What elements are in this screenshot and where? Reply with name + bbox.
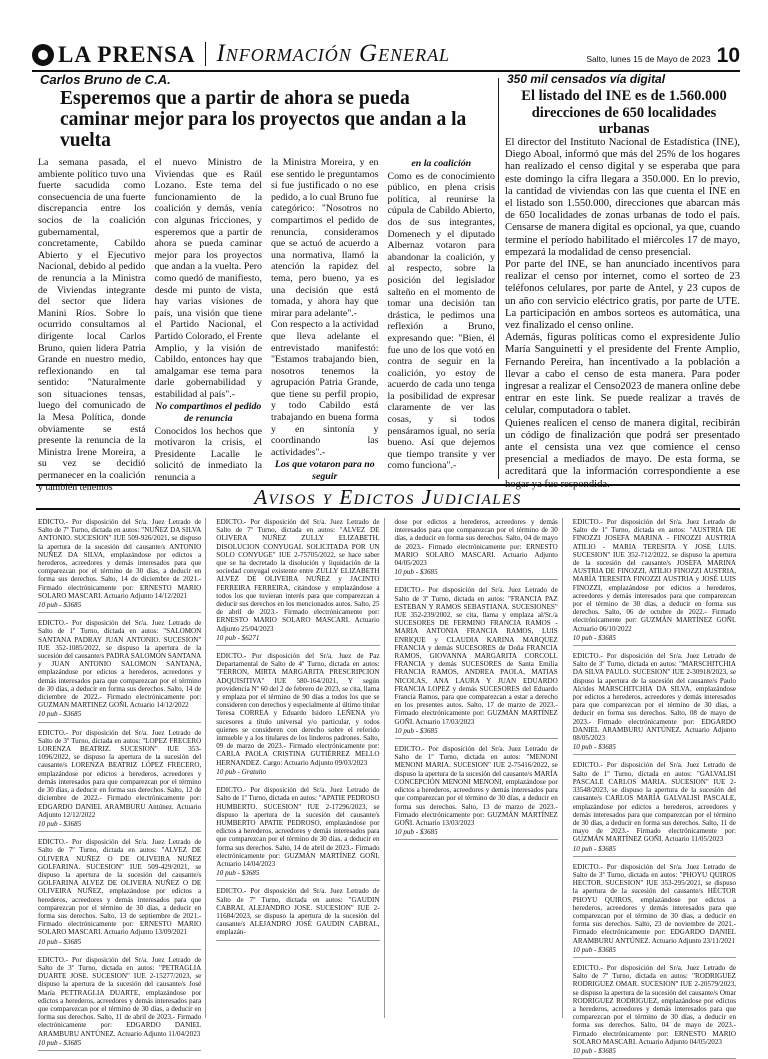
legal-notice-price: 10 pub - Gratuito <box>216 767 267 776</box>
story-column-3 <box>271 157 379 483</box>
masthead-divider <box>205 42 206 66</box>
masthead-right <box>586 44 740 68</box>
story-subhead: en la coalición <box>411 158 472 169</box>
legal-notice <box>216 887 379 940</box>
edictos-columns <box>38 518 740 1055</box>
story-paragraph: El director del Instituto Nacional de Estadística (INE), Diego Aboal, informó que más del 25% de los hogares han realizado el censo digital y se esperaba que para este domingo la cifra llegara a 350.000. En lo previo, la cantidad de viviendas con las que cuenta el INE en el listado son 1.550.000, direcciones que abarcan más de 650 localidades de zonas urbanas de todo el país. Censarse de manera digital es opcional, ya que, cuando termine el período habilitado el miércoles 17 de mayo, empezará la modalidad de censo presencial. <box>505 137 740 258</box>
legal-notice-price: 10 pub - $3685 <box>38 710 82 719</box>
left-story-headline: Esperemos que a partir de ahora se pueda caminar mejor para los proyectos que andan a la vuelta <box>60 88 467 151</box>
story-paragraph: Quienes realicen el censo de manera digital, recibirán un código de finalización que podrá ser presentado ante el censista una vez que comience el censo presencial a mediados de mayo. De esta forma, se acreditará que la información correspondiente a ese hogar ya fue respondida. <box>505 417 740 490</box>
legal-notice <box>216 518 379 646</box>
logo-circle-icon <box>32 44 54 66</box>
legal-notice <box>573 863 736 958</box>
legal-notice-text: EDICTO.- Por disposición del Sr/a. Juez Letrado de Salto de 1º Turno, dictada en autos: "MENONI MENONI MARIA. SUCESION" IUE 2-75416/2022, se dispuso la apertura de la sucesión del causante/s MARÍA CONCEPCIÓN MENONI MENONI, emplazándose por edictos a herederos, acreedores y demás interesados para que comparezcan por el término de 30 días, a deducir en forma sus derechos. Salto, 13 de marzo de 2023.- Firmado electrónicamente por: GUZMÁN MARTÍNEZ GOÑI. Actuario 13/03/2023 <box>394 745 558 827</box>
masthead <box>32 38 740 68</box>
edictos-section-header <box>36 484 740 510</box>
legal-notice-price: 10 pub - $3685 <box>394 568 438 577</box>
legal-notice-price: 10 pub - $3685 <box>572 1046 616 1055</box>
legal-notice-price: 10 pub - $6271 <box>216 633 260 642</box>
edictos-column <box>395 518 563 1018</box>
story-paragraph: Conocidos los hechos que motivaron la crisis, el Presidente Lacalle le solicitó de inmediato la renuncia a <box>154 425 262 484</box>
legal-notice-price: 10 pub - $3685 <box>572 844 616 853</box>
legal-notice-price: 10 pub - $3685 <box>572 633 616 642</box>
legal-notice-price: 10 pub - $3685 <box>572 945 616 954</box>
legal-notice-text: EDICTO.- Por disposición del Sr/a. Juez Letrado de Salto de 3º Turno, dictada en autos: "MARSCHITCHIA DA SILVA PAULO. SUCESION" IUE 2-30918/2023, se dispuso la apertura de la sucesión del causante/s Paulo Alcides MARSCHITCHIA DA SILVA, emplazándose por edictos a herederos, acreedores y demás interesados para que comparezcan por el término de 30 días, a deducir en forma sus derechos. Salto, 08 de mayo de 2023.- Firmado electrónicamente por: EDGARDO DANIEL ARAMBURU ANTÚNEZ. Actuario Adjunto 08/05/2023 <box>572 652 736 743</box>
legal-notice <box>38 838 201 950</box>
legal-notice-text: EDICTO.- Por disposición del Sr/a. Juez Letrado de Salto de 3º Turno, dictada en autos: "FRANCIA PAZ ESTEBAN Y RAMOS SEBASTIANA. SUCESIONES" IUE 352-239/2002, se cita, llama y emplaza al/Sr./a SUCESORES DE FERMINO FRANCIA RAMOS - MARIA ANTONIA FRANCIA RAMOS, LUIS ENRIQUE y CLAUDIA KARINA MARQUEZ FRANCIA y demás SUCESORES de Doña FRANCIA RAMOS, GIOVANNA MARGARITA CORCOLL FRANCIA y demás SUCESORES de Santa Emilia FRANCIA RAMOS, ANDREA PAOLA, MATIAS NICOLAS, ANA LAURA Y JUAN EDUARDO FRANCIA LOPEZ y demás SUCESORES del Eduardo Francia Ramos, para que comparezcan a estar a derecho en los presentes autos. Salto, 17 de marzo de 2023.- Firmado electrónicamente por: GUZMÁN MARTÍNEZ GOÑI. Actuario 17/03/2023 <box>394 586 558 726</box>
legal-notice <box>573 518 736 646</box>
right-story-kicker: 350 mil censados vía digital <box>507 72 666 86</box>
legal-notice-text: EDICTO.- Por disposición del Sr/a. Juez Letrado de Salto de 7º Turno, dictada en autos: "NUÑEZ DA SILVA ANTONIO. SUCESION" IUE 509-926/2021, se dispuso la apertura de la sucesión del causante/s ANTONIO NUÑEZ DA SILVA, emplazándose por edictos a herederos, acreedores y demás interesados para que comparezcan por el término de 30 días, a deducir en forma sus derechos. Salto, 14 de diciembre de 2021.- Firmado electrónicamente por: ERNESTO MARIO SOLARO MASCARI. Actuario Adjunto 14/12/2021 <box>38 518 202 600</box>
legal-notice-price: 10 pub - $3685 <box>38 1038 82 1047</box>
left-story-kicker: Carlos Bruno de C.A. <box>40 72 171 87</box>
legal-notice <box>216 786 379 881</box>
legal-notice <box>38 729 201 832</box>
story-column-2 <box>154 157 263 484</box>
right-story-body <box>505 137 740 490</box>
legal-notice-text: EDICTO.- Por disposición del Sr/a. Juez Letrado de Salto de 7º Turno, dictada en autos: "RODRIGUEZ RODRIGUEZ OMAR. SUCESION" IUE 2-20579/2023, se dispuso la apertura de la sucesión del causante/s Omar RODRIGUEZ RODRIGUEZ, emplazándose por edictos a herederos, acreedores y demás interesados para que comparezcan por el término de 30 días, a deducir en forma sus derechos. Salto, 04 de mayo de 2023.- Firmado electrónicamente por: ERNESTO MARIO SOLARO MASCARI. Actuario Adjunto 04/05/2023 <box>572 963 736 1046</box>
logo-text: LA PRENSA <box>58 42 196 67</box>
legal-notice-text: EDICTO.- Por disposición del Sr/a. Juez Letrado de Salto de 1º Turno, dictada en autos: "AUSTRIA DE FINOZZI JOSEFA MARINA - FINOZZI AUSTRIA ATILIO - MARIA TERESITA Y JOSE LUIS. SUCESION" IUE 352-712/2022, se dispuso la apertura de la sucesión del causante/s JOSEFA MARINA AUSTRIA DE FINOZZI, ATILIO FINOZZI AUSTRIA, MARÍA TERESITA FINOZZI AUSTRIA y JOSÉ LUIS FINOZZI, emplazándose por edictos a herederos, acreedores y demás interesados para que comparezcan por el término de 30 días, a deducir en forma sus derechos. Salto, 06 de octubre de 2022.- Firmado electrónicamente por: GUZMÁN MARTÍNEZ GOÑI. Actuario 06/10/2022 <box>572 518 736 633</box>
legal-notice-text: EDICTO.- Por disposición del Sr/a. Juez Letrado de Salto de 1º Turno, dictada en autos: "APATIE PEDROSO HUMBERTO. SUCESION" IUE 2-17296/2023, se dispuso la apertura de la sucesión del causante/s HUMBERTO APATIE PEDROSO, emplazándose por edictos a herederos, acreedores y demás interesados para que comparezcan por el término de 30 días, a deducir en forma sus derechos. Salto, 14 de abril de 2023.- Firmado electrónicamente por: GUZMÁN MARTÍNEZ GOÑI. Actuario 14/04/2023 <box>216 786 380 868</box>
newspaper-logo <box>32 42 195 68</box>
legal-notice <box>38 956 201 1051</box>
legal-notice <box>395 586 558 739</box>
legal-notice <box>38 619 201 722</box>
edictos-title: Avisos y Edictos Judiciales <box>254 484 522 509</box>
legal-notice-text: EDICTO.- Por disposición del Sr/a. Juez Letrado de Salto de 7º Turno, dictada en autos: "GAUDIN CABRAL ALEJANDRO JOSE. SUCESION" IUE 2-11684/2023, se dispuso la apertura de la sucesión del causante/s ALEJANDRO JOSÉ GAUDIN CABRAL, emplazán- <box>216 887 380 937</box>
story-paragraph: Con respecto a la actividad que lleva adelante el entrevistado manifestó: "Estamos trabajando bien, nosotros tenemos la agrupación Patria Grande, que tiene su perfil propio, y todo Cabildo está trabajando en buena forma y en sintonía y coordinando las actividades".- <box>271 319 379 458</box>
legal-notice <box>573 964 736 1059</box>
edictos-column <box>216 518 384 1018</box>
story-paragraph: Además, figuras políticas como el expresidente Julio María Sanguinetti y el presidente del Frente Amplio, Fernando Pereira, han incentivado a la población a llevar a cabo el censo de esta manera. Para poder ingresar a realizar el Censo2023 de manera online debe entrar en este link. Se puede realizar a través de celular, computadora o tablet. <box>505 332 740 417</box>
legal-notice-text: EDICTO.- Por disposición del Sr/a. Juez Letrado de Salto de 3º Turno, dictada en autos: "PETRAGLIA DUARTE JOSE. SUCESION" IUE 2-15277/2023, se dispuso la apertura de la sucesión del causante/s José María PETTRAGLIA DUARTE, emplazándose por edictos a herederos, acreedores y demás interesados para que comparezcan por el término de 30 días, a deducir en forma sus derechos. Salto, 11 de abril de 2023.- Firmado electrónicamente por: EDGARDO DANIEL ARAMBURU ANTÚNEZ. Actuario Adjunto 11/04/2023 <box>38 955 202 1038</box>
story-paragraph: La semana pasada, el ambiente político tuvo una fuerte sacudida como consecuencia de una fuerte discrepancia entre los socios de la coalición gubernamental, concretamente, Cabildo Abierto y el Ejecutivo Nacional, debido al pedido de renuncia a la Ministra de Viviendas integrante del sector que lidera Manini Ríos. Sobre lo ocurrido consultamos al dirigente local Carlos Bruno, quien lidera Patria Grande en nuestro medio, reflexionando en tal sentido: "Naturalmente son situaciones tensas, luego del comunicado de la Mesa Política, donde obviamente se está presente la renuncia de la Ministra Irene Moreira, a su vez se decidió permanecer en la coalición y también tenemos <box>38 157 146 493</box>
legal-notice-text: dose por edictos a herederos, acreedores y demás interesados para que comparezcan por el término de 30 días, a deducir en forma sus derechos. Salto, 04 de mayo de 2023.- Firmado electrónicamente por: ERNESTO MARIO SOLARO MASCARI. Actuario Adjunto 04/05/2023 <box>394 518 558 568</box>
edictos-column <box>38 518 206 1047</box>
story-subhead: No compartimos el pedido de renuncia <box>155 401 262 425</box>
legal-notice <box>38 518 201 613</box>
edictos-column <box>572 518 740 1055</box>
story-paragraph: Como es de conocimiento público, en plena crisis política, al reunirse la cúpula de Cabildo Abierto, dos de sus integrantes, Domenech y el diputado Albernaz votaron para abandonar la coalición, y al respecto, sobre la posición del legislador salteño en el momento de tomar una decisión tan drástica, le pedimos una reflexión a Bruno, expresando que: "Bien, él fue uno de los que votó en contra de seguir en la coalición, yo estoy de acuerdo de cada uno tenga la posibilidad de expresar claramente de ver las cosas, y si todos pensáramos igual, no sería bueno. Así que dejemos que tiempo transite y ver como funciona".- <box>387 170 495 472</box>
story-column-4 <box>388 157 496 478</box>
column-divider <box>498 78 499 479</box>
section-title: Información General <box>216 40 451 67</box>
legal-notice-price: 10 pub - $3685 <box>572 743 616 752</box>
legal-notice-price: 10 pub - $3685 <box>38 601 82 610</box>
legal-notice <box>395 745 558 840</box>
legal-notice <box>216 652 379 780</box>
right-story-headline: El listado del INE es de 1.560.000 direcciones de 650 localidades urbanas <box>521 88 727 137</box>
legal-notice-text: EDICTO.- Por disposición del Sr/a. Juez de Paz Departamental de Salto de 4º Turno, dictada en autos: "FERRON, MIRTA MARGARITA PRESCRIPCION ADQUISITIVA" IUE 580-164/2021, Y según providencia Nº 60 del 2 de febrero de 2023, se cita, llama y emplaza por el término de 90 días a todos los que se consideren con derechos y especialmente al último titular Teresa CORREA y Eduardo Isidoro LEÑENA y/o sucesores a título universal y/o particular, y todos quienes se consideren con derecho sobre el referido inmueble y a los titulares de los linderos padrones. Salto, 09 de marzo de 2023.- Firmado electrónicamente por: CARLA PAOLA CRISTINA GUTIÉRREZ MELLO HERNANDEZ. Cargo: Actuario Adjunto 09/03/2023 <box>216 652 380 767</box>
left-story-body <box>38 157 495 493</box>
story-column-1 <box>38 157 146 493</box>
legal-notice-text: EDICTO.- Por disposición del Sr/a. Juez Letrado de Salto de 3º Turno, dictada en autos: "PHOYU QUIROS HECTOR. SUCESION" IUE 353-295/2021, se dispuso la apertura de la sucesión del causante/s HÉCTOR PHOYU QUIROS, emplazándose por edictos a herederos, acreedores y demás interesados para que comparezcan por el término de 30 días, a deducir en forma sus derechos. Salto, 23 de noviembre de 2021.- Firmado electrónicamente por: EDGARDO DANIEL ARAMBURU ANTÚNEZ. Actuario Adjunto 23/11/2021 <box>572 862 736 945</box>
legal-notice-price: 10 pub - $3685 <box>38 819 82 828</box>
legal-notice-text: EDICTO.- Por disposición del Sr/a. Juez Letrado de Salto de 7º Turno, dictada en autos: "ALVEZ DE OLIVERA NUÑEZ O DE OLIVEIRA NUÑEZ GOLFARINA. SUCESION" IUE 509-429/2021, se dispuso la apertura de la sucesión del causante/s GOLFARINA ALVEZ DE OLIVERA NUÑEZ O DE OLIVEIRA NUÑEZ, emplazándose por edictos a herederos, acreedores y demás interesados para que comparezcan por el término de 30 días, a deducir en forma sus derechos. Salto, 13 de septiembre de 2021.- Firmado electrónicamente por: ERNESTO MARIO SOLARO MASCARI. Actuario Adjunto 13/09/2021 <box>38 838 202 937</box>
page-number: 10 <box>716 44 740 67</box>
legal-notice <box>395 518 558 580</box>
story-paragraph: la Ministra Moreira, y en ese sentido le preguntamos si fue justificado o no ese pedido, a lo cual Bruno fue categórico: "Nosotros no compartimos el pedido de renuncia, consideramos que se actuó de acuerdo a una normativa, llamó la atención la rapidez del tema, pero bueno, ya es una decisión que está tomada, y ahora hay que mirar para adelante".- <box>271 157 379 319</box>
legal-notice-text: EDICTO.- Por disposición del Sr/a. Juez Letrado de Salto de 7º Turno, dictada en autos: "ALVEZ DE OLIVERA NUÑEZ ZULLY ELIZABETH. DISOLUCION CONYUGAL SOLICITADA POR UN SOLO CONYUGE" IUE 2-75705/2022, se hace saber que se ha decretado la disolución y liquidación de la sociedad conyugal existente entre ZULLY ELIZABETH ALVEZ DE OLIVEIRA NUÑEZ y JACINTO FERREIRA FERREIRA, citándose y emplazándose a todos los que tuvieran interés para que comparezcan a deducir sus derechos en los mencionados autos. Salto, 25 de abril de 2023.- Firmado electrónicamente por: ERNESTO MARIO SOLARO MASCARI. Actuario Adjunto 25/04/2023 <box>216 518 380 633</box>
legal-notice <box>573 761 736 856</box>
legal-notice-text: EDICTO.- Por disposición del Sr/a. Juez Letrado de Salto de 1º Turno, dictada en autos: "GALVALISI PASCALE CARLOS MARIA. SUCESION" IUE 2-33548/2023, se dispuso la apertura de la sucesión del causante/s CARLOS MARÍA GALVALISI PASCALE, emplazándose por edictos a herederos, acreedores y demás interesados para que comparezcan por el término de 30 días, a deducir en forma sus derechos. Salto, 11 de mayo de 2023.- Firmado electrónicamente por: GUZMÁN MARTÍNEZ GOÑI. Actuario 11/05/2023 <box>572 761 736 844</box>
legal-notice-price: 10 pub - $3685 <box>394 828 438 837</box>
legal-notice <box>573 652 736 755</box>
legal-notice-price: 10 pub - $3685 <box>394 726 438 735</box>
story-paragraph: Por parte del INE, se han anunciado incentivos para realizar el censo por internet, como el sorteo de 23 teléfonos celulares, por parte de Antel, y 23 cupos de un año con servicio eléctrico gratis, por parte de UTE. La participación en ambos sorteos es automática, una vez finalizado el censo online. <box>505 259 740 332</box>
legal-notice-price: 10 pub - $3685 <box>38 937 82 946</box>
legal-notice-text: EDICTO.- Por disposición del Sr/a. Juez Letrado de Salto de 3º Turno, dictada en autos: "LOPEZ FRECERO LORENZA BEATRIZ. SUCESION" IUE 353-1096/2022, se dispuso la apertura de la sucesión del causante/s LORENZA BEATRIZ LÓPEZ FRECERO, emplazándose por edictos a herederos, acreedores y demás interesados para que comparezcan por el término de 30 días, a deducir en forma sus derechos. Salto, 12 de diciembre de 2022.- Firmado electrónicamente por: EDGARDO DANIEL ARAMBURU Antúnez. Actuario Adjunto 12/12/2022 <box>38 728 202 819</box>
legal-notice-text: EDICTO.- Por disposición del Sr/a. Juez Letrado de Salto de 1º Turno, dictada en autos: "SALOMON SANTANA PADRAY JUAN ANTONIO. SUCESION" IUE 352-1085/2022, se dispuso la apertura de la sucesión del causante/s PADRA SALOMON SANTANA y JUAN ANTONIO SALOMON SANTANA, emplazándose por edictos a herederos, acreedores y demás interesados para que comparezcan por el término de 30 días, a deducir en forma sus derechos. Salto, 14 de diciembre de 2022.- Firmado electrónicamente por: GUZMAN MARTINEZ GOÑI. Actuario 14/12/2022 <box>38 619 202 710</box>
story-subhead: Los que votaron para no seguir <box>274 459 375 483</box>
dateline: Salto, lunes 15 de Mayo de 2023 <box>586 54 711 64</box>
story-paragraph: el nuevo Ministro de Viviendas que es Raúl Lozano. Este tema del funcionamiento de la coalición y demás, venía con algunas fricciones, y esperemos que a partir de ahora se pueda caminar mejor para los proyectos que andan a la vuelta. Pero como quedó de manifiesto, desde mi punto de vista, hay varias visiones de país, una visión que tiene el Partido Nacional, el Partido Colorado, el Frente Amplio, y la visión de Cabildo, entonces hay que amalgamar ese tema para darle gobernabilidad y estabilidad al país".- <box>154 157 263 400</box>
legal-notice-price: 10 pub - $3685 <box>216 869 260 878</box>
